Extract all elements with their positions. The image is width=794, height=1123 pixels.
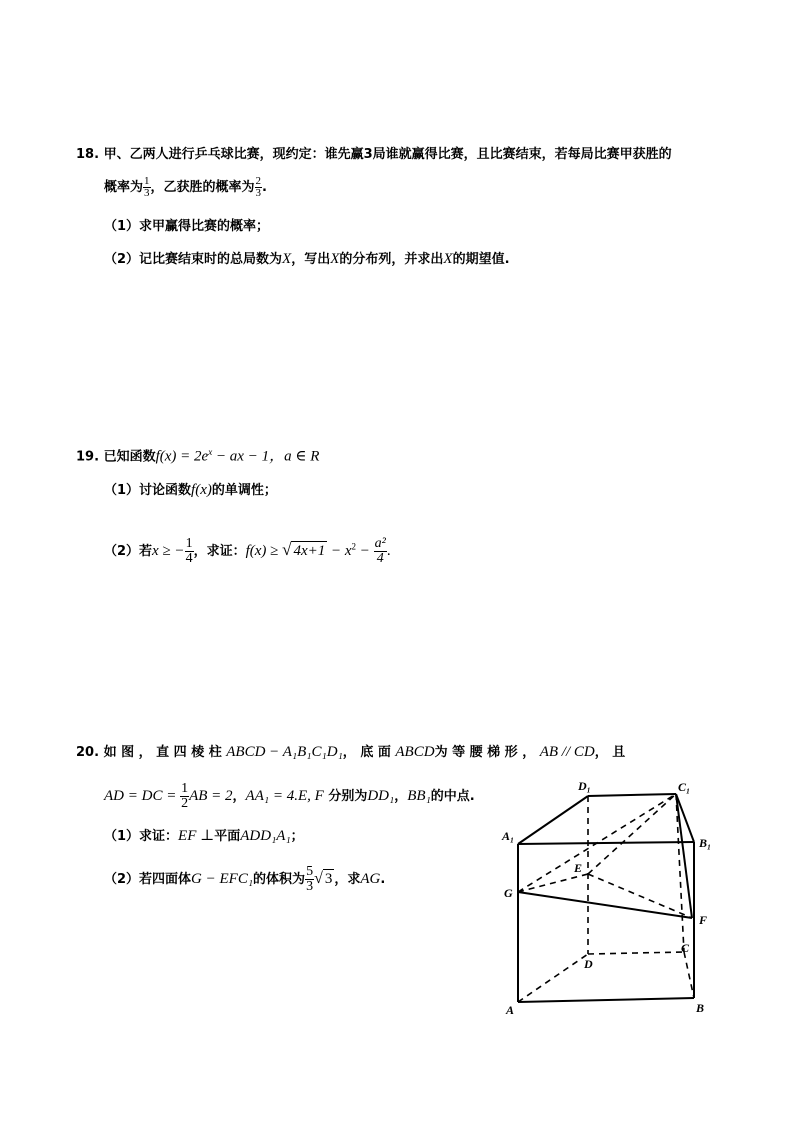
- label-B: B: [696, 1001, 705, 1015]
- q19-ineq-left: f(x) ≥: [245, 543, 283, 559]
- q20-parallel: AB // CD: [539, 744, 595, 760]
- q19-stem: 已知函数: [103, 449, 156, 465]
- var-x: X: [443, 251, 453, 267]
- frac-num: 5: [306, 864, 314, 879]
- q20-volume-frac: [305, 865, 314, 894]
- q20-base: ABCD: [395, 744, 435, 760]
- q20-comma: ，: [394, 789, 408, 804]
- label-D: D: [584, 957, 593, 971]
- q20-part2-text3: ，求: [334, 872, 361, 887]
- q20-eq3: AA₁ = 4.E, F: [245, 788, 324, 804]
- frac-den: 3: [306, 879, 314, 894]
- frac-num: 2: [255, 175, 262, 187]
- var-x: X: [330, 251, 340, 267]
- q19-exp: x: [208, 447, 213, 457]
- q20-part2-end: .: [380, 872, 386, 887]
- edge-D1-C1: [588, 794, 676, 796]
- q19-part1-text2: 的单调性；: [211, 483, 277, 498]
- edge-C-B: [684, 952, 694, 998]
- frac-num: 1: [144, 175, 150, 187]
- q20-stem2a: 分别为: [328, 789, 368, 804]
- q18-line1: [76, 146, 672, 164]
- q19-ineq-mid: − x: [327, 543, 352, 559]
- q19-square: 2: [351, 541, 357, 552]
- frac-num: 1: [185, 536, 193, 551]
- q20-stem2b: 的中点.: [430, 789, 475, 804]
- q19-domain: ，a ∈ R: [269, 448, 320, 465]
- q20-line2: [104, 782, 475, 811]
- q19-end: .: [386, 543, 391, 559]
- q18-part2-text4: 的期望值.: [452, 252, 510, 267]
- q20-half: [180, 782, 189, 811]
- edge-D-C: [588, 952, 684, 954]
- q20-bb1: BB₁: [407, 788, 431, 804]
- q20-eq1: AD = DC =: [104, 788, 181, 804]
- q18-part2-text3: 的分布列，并求出: [339, 252, 444, 267]
- frac-num: 1: [181, 781, 189, 796]
- q18-period: .: [262, 180, 267, 195]
- label-A1: A₁: [502, 829, 515, 843]
- q19-minus: −: [356, 543, 374, 559]
- q19-part1-fx: f(x): [191, 482, 212, 498]
- q20-plane: ADD₁A₁: [240, 828, 291, 844]
- label-A: A: [506, 1003, 515, 1017]
- q18-stem: 甲、乙两人进行乒乓球比赛，现约定：谁先赢3局谁就赢得比赛，且比赛结束，若每局比赛甲获胜的: [103, 147, 672, 162]
- frac-den: 4: [376, 551, 384, 566]
- q20-part1: [104, 827, 304, 846]
- edge-G-F: [518, 892, 692, 918]
- q19-rest: − ax − 1: [212, 448, 270, 465]
- edge-A-D: [518, 954, 588, 1002]
- q20-stem1: 如 图 ， 直 四 棱 柱: [103, 745, 222, 760]
- q20-stem1b: ， 底 面: [342, 745, 391, 760]
- var-x: X: [282, 251, 292, 267]
- frac-num: a²: [374, 536, 386, 551]
- q20-tetra: G − EFC₁: [191, 871, 254, 887]
- q18-part2: [104, 250, 510, 269]
- q19-a-frac: [374, 537, 387, 566]
- q20-eq2: AB = 2: [189, 788, 233, 804]
- frac-den: 3: [144, 187, 150, 199]
- q19-number: 19.: [76, 449, 100, 465]
- frac-den: 2: [181, 796, 189, 811]
- edge-A1-B1: [518, 842, 694, 844]
- q19-cond: x ≥ −: [152, 543, 185, 559]
- q19-part1-text: （1）讨论函数: [104, 483, 192, 498]
- q18-prob-label2: ，乙获胜的概率为: [150, 180, 255, 195]
- q18-part2-text2: ，写出: [291, 252, 331, 267]
- q20-stem1c: 为 等 腰 梯 形 ，: [434, 745, 536, 760]
- q18-frac-jia: [143, 176, 151, 199]
- label-C1: C₁: [678, 780, 691, 794]
- q18-part2-text: （2）记比赛结束时的总局数为: [104, 252, 283, 267]
- edge-A-B: [518, 998, 694, 1002]
- label-E: E: [574, 861, 583, 875]
- frac-den: 4: [185, 551, 193, 566]
- edge-E-C1: [588, 794, 676, 874]
- q19-sqrt-body: 4x+1: [293, 543, 326, 559]
- q20-part1-text: （1）求证：: [104, 829, 179, 844]
- q18-frac-yi: [255, 176, 263, 199]
- q20-perp: EF ⊥: [178, 828, 215, 844]
- q18-prob-label: 概率为: [104, 180, 144, 195]
- q20-number: 20.: [76, 745, 100, 760]
- q19-part1: [104, 481, 277, 500]
- q20-line1: [76, 743, 625, 762]
- q20-sqrt3: 3: [324, 871, 333, 887]
- q20-prism: ABCD − A₁B₁C₁D₁: [226, 744, 343, 760]
- label-B1: B₁: [699, 836, 712, 850]
- label-C: C: [681, 941, 690, 955]
- edge-G-E: [518, 874, 588, 892]
- sqrt-sign: √: [282, 540, 292, 559]
- q19-part2: [104, 537, 391, 566]
- edge-A1-D1: [518, 796, 588, 844]
- q19-part2-text: （2）若: [104, 544, 153, 559]
- q20-part2-text2: 的体积为: [253, 872, 306, 887]
- q20-part2: [104, 865, 385, 894]
- edge-E-F: [588, 874, 692, 918]
- q20-ag: AG: [360, 871, 381, 887]
- q20-part1-end: ；: [290, 829, 304, 844]
- frac-den: 3: [255, 187, 262, 199]
- q20-part1-text2: 平面: [214, 829, 241, 844]
- label-F: F: [699, 913, 708, 927]
- prism-figure: [498, 774, 728, 1024]
- q20-dd1: DD₁: [367, 788, 395, 804]
- label-D1: D₁: [578, 779, 591, 793]
- q20-sep: ，: [232, 789, 246, 804]
- sqrt-sign: √: [314, 870, 323, 887]
- q18-number: 18.: [76, 147, 100, 162]
- q19-line1: [76, 443, 319, 466]
- q19-fx: f(x) = 2e: [155, 448, 209, 465]
- q19-part2-text2: ，求证：: [193, 544, 246, 559]
- q20-stem1d: ， 且: [594, 745, 626, 760]
- label-G: G: [504, 886, 513, 900]
- q20-part2-text: （2）若四面体: [104, 872, 192, 887]
- q19-cond-frac: [185, 537, 194, 566]
- q18-line2: [104, 176, 267, 199]
- q18-part1: （1）求甲赢得比赛的概率；: [104, 219, 270, 234]
